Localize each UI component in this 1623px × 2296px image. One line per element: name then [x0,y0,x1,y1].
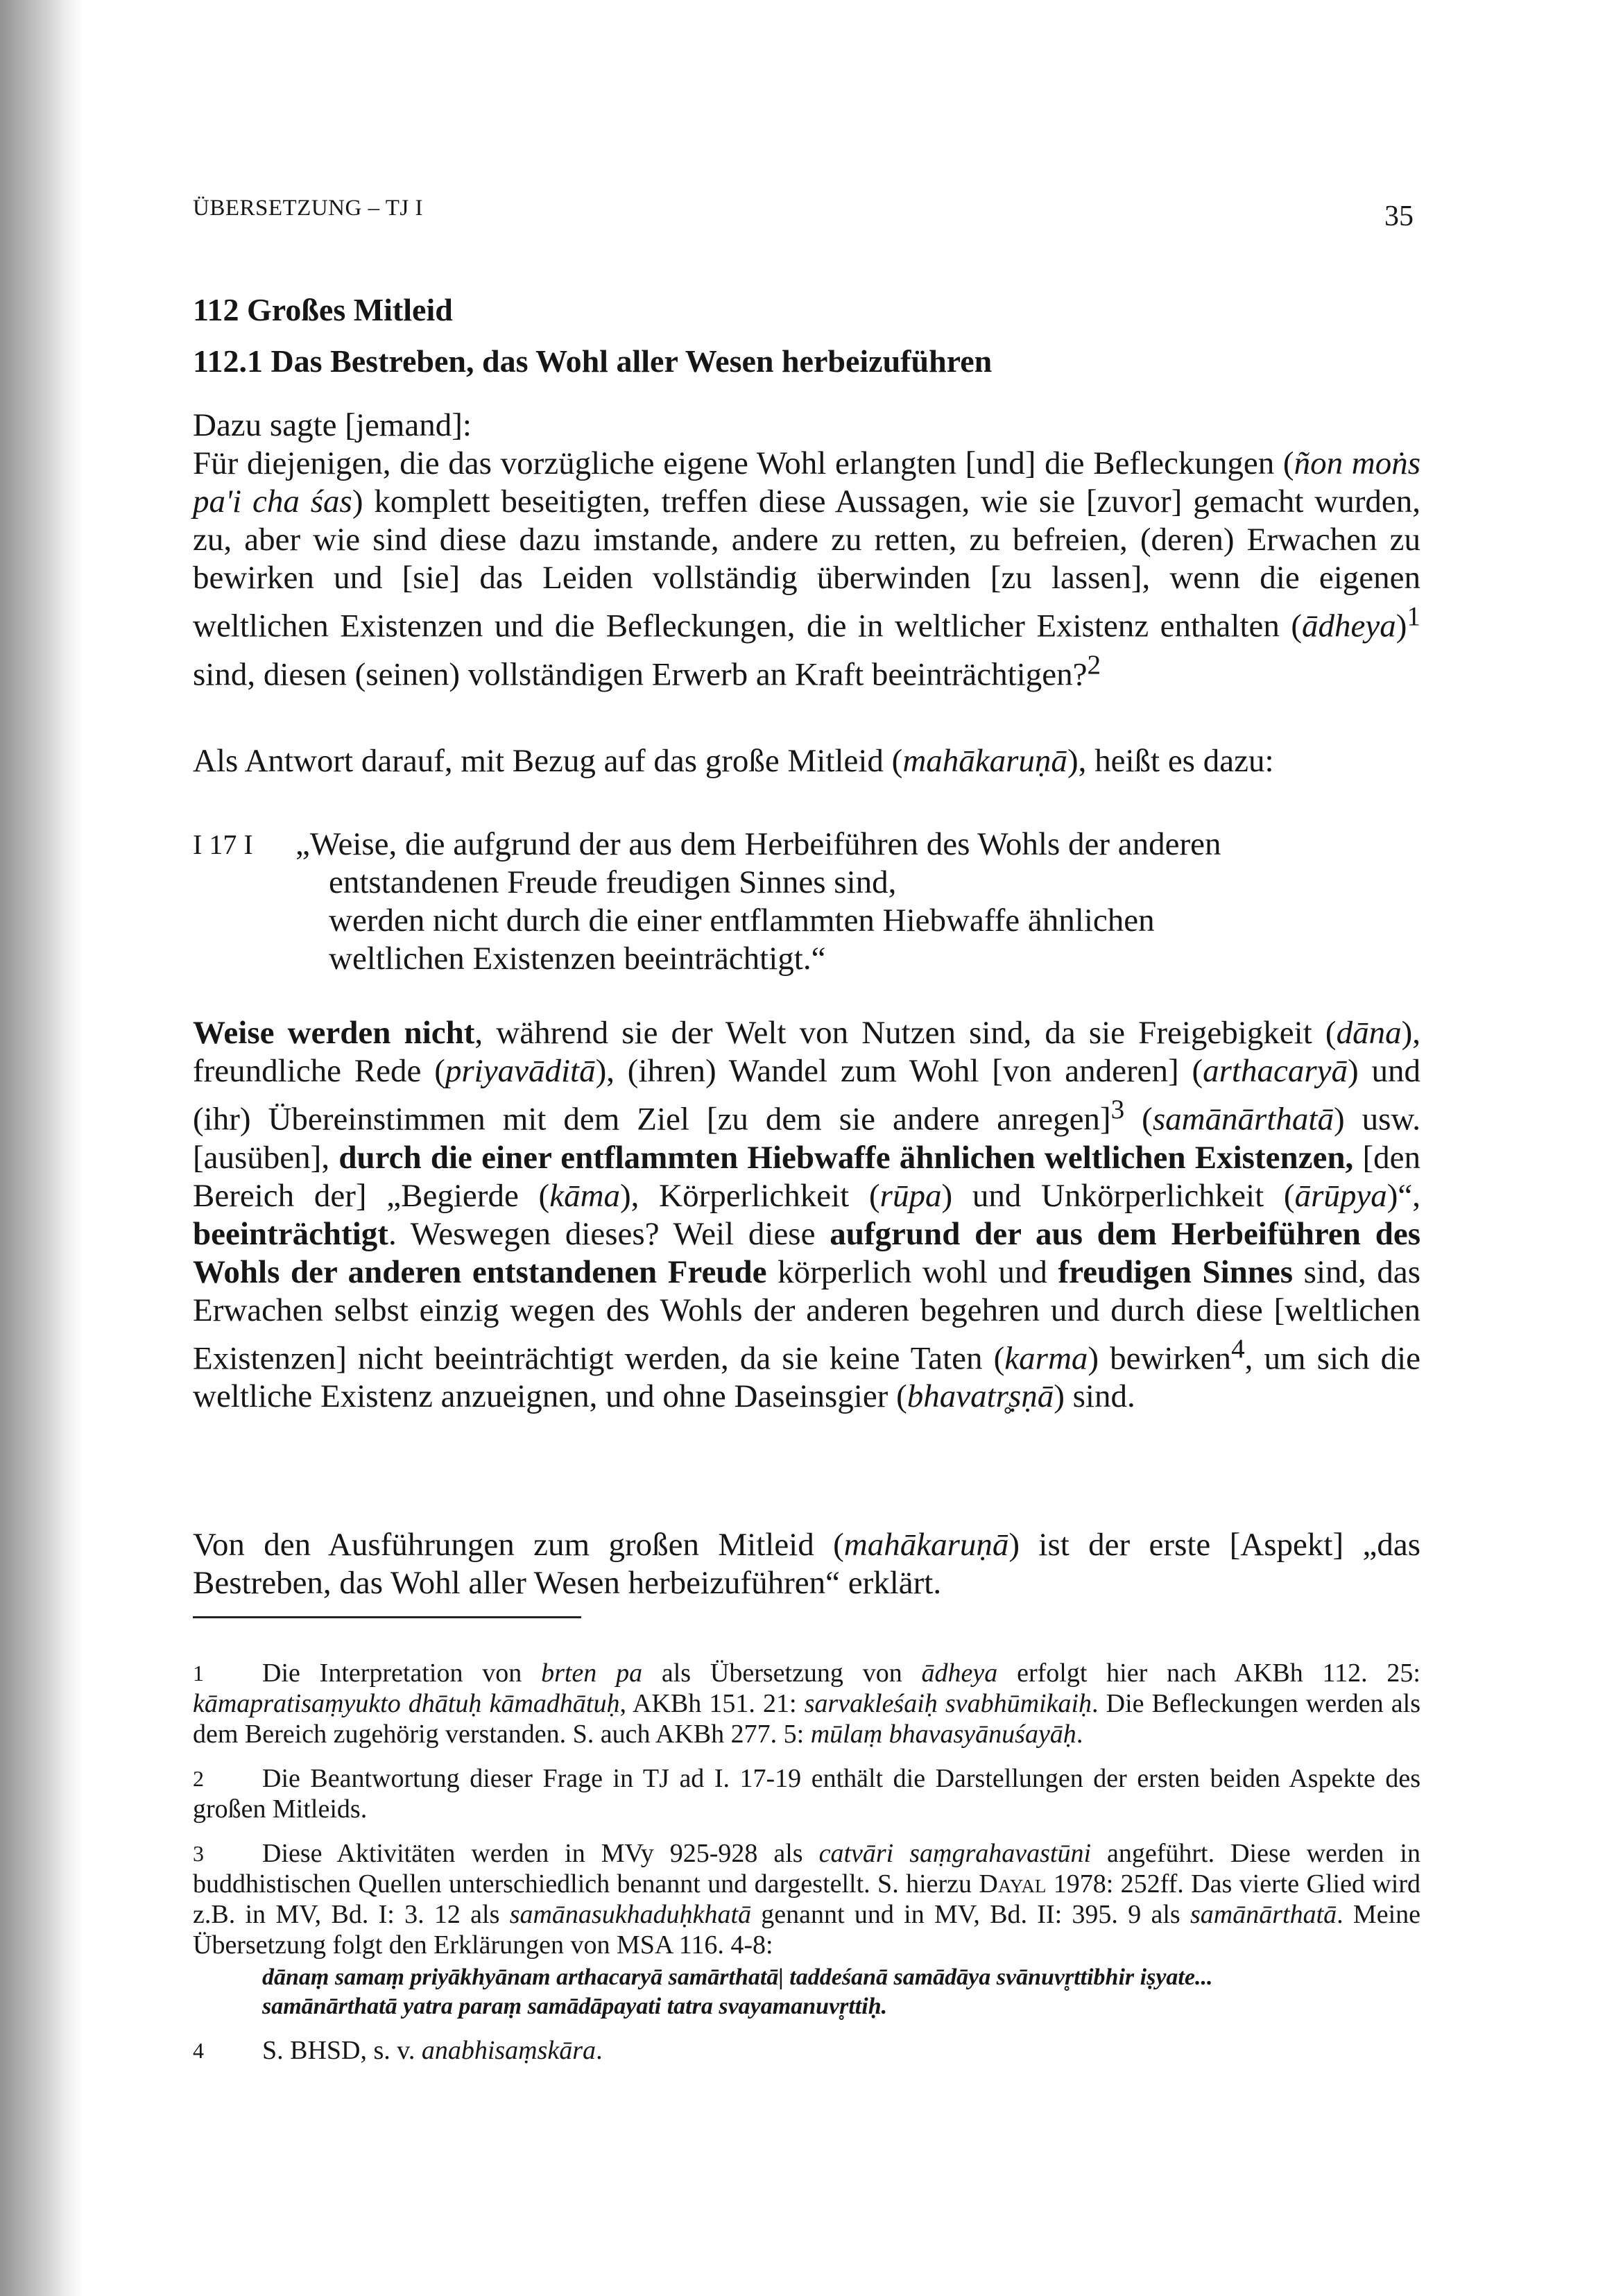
footnote-number: 1 [193,1661,204,1686]
footnote-1: 1 Die Interpretation von brten pa als Übersetzung von ādheya erfolgt hier nach AKBh 112. 25: kāmapratisaṃyukto dhātuḥ kāmadhātuḥ, AKBh 151. 21: sarvakleśaiḥ svabhūmikaiḥ. Die Befleckungen werden als dem Bereich zugehörig verstanden. S. auch AKBh 277. 5: mūlaṃ bhavasyānuśayāḥ. [193,1659,1420,1749]
intro-question: Für diejenigen, die das vorzügliche eigene Wohl erlangten [und] die Befleckungen (ñon moṅs pa'i cha śas) komplett beseitigten, treffen diese Aussagen, wie sie [zuvor] gemacht wurden, zu, aber wie sind diese dazu imstande, andere zu retten, zu befreien, (deren) Erwachen zu bewirken und [sie] das Leiden vollständig überwinden [zu lassen], wenn die eigenen weltlichen Existenzen und die Befleckungen, die in weltlicher Existenz enthalten (ādheya)$^1$ sind, diesen (seinen) vollständigen Erwerb an Kraft beeinträchtigen?$^2$ [193,445,1421,693]
footnote-2: 2 Die Beantwortung dieser Frage in TJ ad I. 17-19 enthält die Darstellungen der ersten beiden Aspekte des großen Mitleids. [193,1764,1420,1824]
verse-lines [295,825,1377,978]
book-spine-shadow [0,0,83,2296]
subsection-title: 112.1 Das Bestreben, das Wohl aller Wesen herbeizuführen [193,343,993,379]
verse-number: I 17 I [193,829,253,860]
footnote-3: 3 Diese Aktivitäten werden in MVy 925-928 als catvāri saṃgrahavastūni angeführt. Diese werden in buddhistischen Quellen unterschiedlich benannt und dargestellt. S. hierzu Dayal 1978: 252ff. Das vierte Glied wird z.B. in MV, Bd. I: 3. 12 als samānasukhaduḥkhatā genannt und in MV, Bd. II: 395. 9 als samānārthatā. Meine Übersetzung folgt den Erklärungen von MSA 116. 4-8: dānaṃ samaṃ priyākhyānam arthacaryā samārthatā| taddeśanā samādāya svānuvr̥ttibhir iṣyate... samānārthatā yatra paraṃ samādāpayati tatra svayamanuvr̥ttiḥ. [193,1838,1420,2021]
footnote-divider [193,1616,581,1618]
section-title: 112 Großes Mitleid [193,292,453,327]
page-number: 35 [1384,200,1414,232]
verse-line: „Weise, die aufgrund der aus dem Herbeiführen des Wohls der anderen [295,826,1221,862]
verse-line: entstandenen Freude freudigen Sinnes sind, [329,864,897,900]
answer-paragraph: Als Antwort darauf, mit Bezug auf das große Mitleid (mahākaruṇā), heißt es dazu: [193,743,1274,779]
book-page [193,0,1420,2296]
footnote-ref-2[interactable]: 2 [1087,649,1101,680]
footnote-ref-3[interactable]: 3 [1110,1095,1125,1124]
intro-paragraph [193,406,1420,694]
commentary-paragraph: Weise werden nicht, während sie der Welt von Nutzen sind, da sie Freigebigkeit (dāna), freundliche Rede (priyavāditā), (ihren) Wandel zum Wohl [von anderen] (arthacaryā) und (ihr) Übereinstimmen mit dem Ziel [zu dem sie andere anregen]$^3$ (samānārthatā) usw. [ausüben], durch die einer entflammten Hiebwaffe ähnlichen weltlichen Existenzen, [den Bereich der] „Begierde (kāma), Körperlichkeit (rūpa) und Unkörperlichkeit (ārūpya)“, beeinträchtigt. Weswegen dieses? Weil diese aufgrund der aus dem Herbeiführen des Wohls der anderen entstandenen Freude körperlich wohl und freudigen Sinnes sind, das Erwachen selbst einzig wegen des Wohls der anderen begehren und durch diese [weltlichen Existenzen] nicht beeinträchtigt werden, da sie keine Taten (karma) bewirken$^4$, um sich die weltliche Existenz anzueignen, und ohne Daseinsgier (bhavatr̥ṣṇā) sind. [193,1015,1421,1415]
footnote-number: 3 [193,1841,204,1866]
footnote-ref-1[interactable]: 1 [1407,601,1420,631]
running-head: ÜBERSETZUNG – TJ I [193,196,423,221]
footnotes [193,1658,1420,2080]
footnote-4: 4 S. BHSD, s. v. anabhisaṃskāra. [193,2036,603,2065]
verse-line: weltlichen Existenzen beeinträchtigt.“ [329,941,826,977]
footnote-quote: dānaṃ samaṃ priyākhyānam arthacaryā samārthatā| taddeśanā samādāya svānuvr̥ttibhir iṣyate... samānārthatā yatra paraṃ samādāpayati tatra svayamanuvr̥ttiḥ. [262,1964,1213,2019]
verse-line: werden nicht durch die einer entflammten Hiebwaffe ähnlichen [329,902,1155,939]
footnote-number: 2 [193,1766,204,1791]
footnote-ref-4[interactable]: 4 [1231,1333,1245,1364]
intro-lead: Dazu sagte [jemand]: [193,407,472,443]
conclusion-paragraph: Von den Ausführungen zum großen Mitleid (mahākaruṇā) ist der erste [Aspekt] „das Bestreben, das Wohl aller Wesen herbeizuführen“ erklärt. [193,1527,1420,1601]
footnote-number: 4 [193,2038,204,2063]
